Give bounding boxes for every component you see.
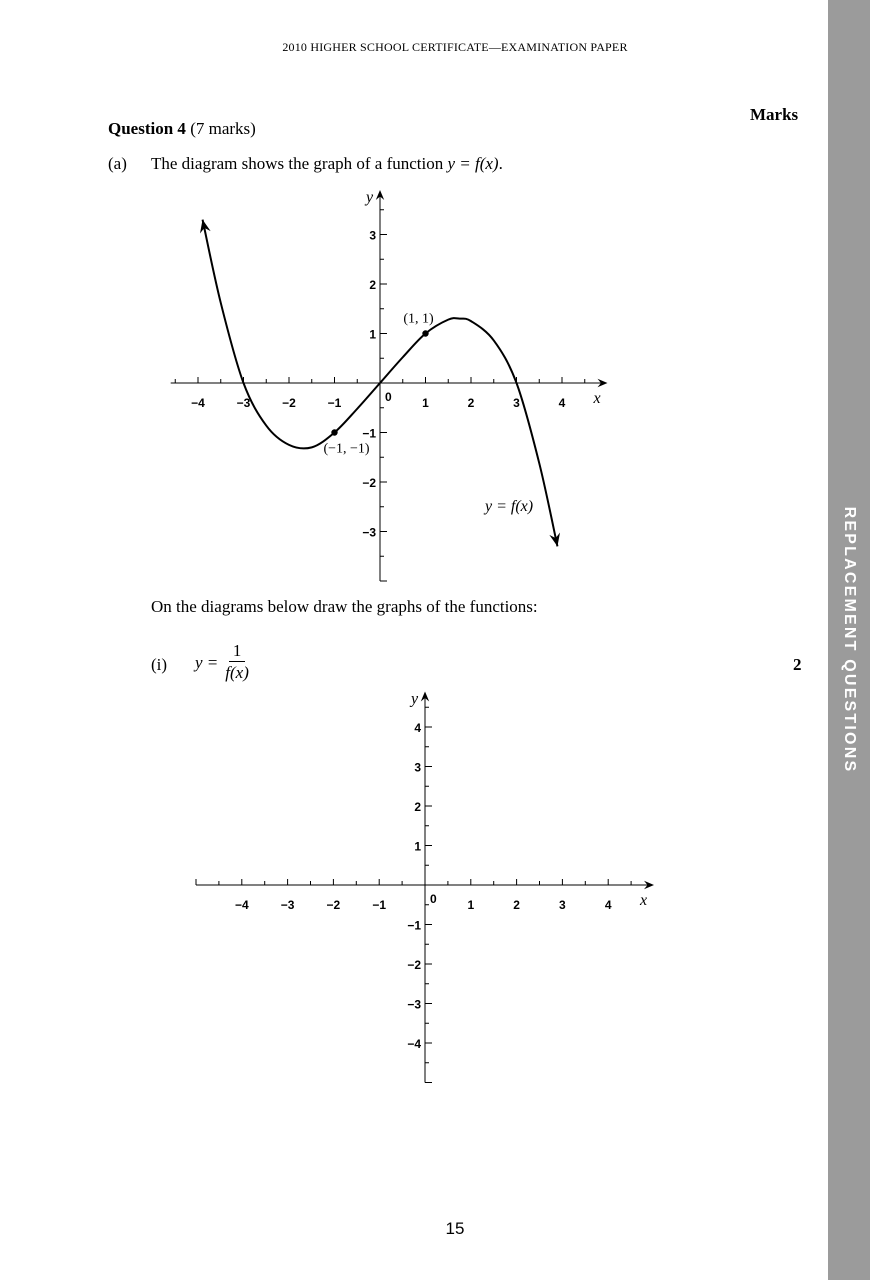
y-tick-label: 4: [414, 721, 421, 735]
y-tick-label: 1: [369, 327, 376, 342]
y-axis-label: y: [411, 690, 419, 708]
part-i-label: (i): [151, 655, 168, 674]
origin-label: 0: [430, 892, 437, 906]
y-tick-label: −2: [362, 476, 376, 490]
x-tick-label: 4: [604, 898, 612, 912]
x-tick-label: −4: [234, 898, 249, 912]
side-margin-label: REPLACEMENT QUESTIONS: [841, 506, 858, 774]
x-tick-label: 3: [513, 396, 520, 410]
x-tick-label: 4: [558, 396, 566, 410]
x-tick-label: 3: [559, 898, 566, 912]
page-number: 15: [445, 1219, 465, 1238]
formula-denominator: f(x): [225, 663, 249, 682]
formula-lhs: y =: [195, 652, 219, 672]
x-tick-label: −1: [327, 396, 342, 410]
y-tick-label: 3: [414, 760, 421, 775]
x-tick-label: 1: [422, 396, 429, 410]
part-a-label: (a): [108, 154, 127, 173]
x-tick-label: −3: [280, 898, 295, 912]
y-tick-label: −3: [407, 997, 421, 1012]
curve-label: y = f(x): [485, 498, 534, 515]
x-axis-label: x: [593, 390, 601, 407]
x-tick-label: −2: [326, 898, 341, 912]
y-axis-label: y: [366, 188, 374, 206]
x-tick-label: −1: [372, 898, 387, 912]
x-tick-label: −2: [282, 396, 296, 410]
y-tick-label: 2: [369, 278, 376, 292]
x-tick-label: 1: [467, 898, 475, 912]
x-tick-label: −4: [191, 396, 205, 410]
origin-label: 0: [385, 390, 392, 404]
part-a-text: The diagram shows the graph of a function: [151, 154, 448, 173]
point-label: (−1, −1): [323, 441, 370, 457]
part-a-period: .: [498, 154, 503, 173]
y-tick-label: −2: [407, 958, 421, 972]
y-tick-label: 1: [414, 839, 421, 854]
question-number: Question 4: [108, 119, 186, 138]
y-tick-label: −1: [407, 918, 421, 933]
question-marks: (7 marks): [185, 119, 256, 138]
x-axis-label: x: [640, 892, 648, 909]
point-label: (1, 1): [403, 311, 434, 327]
y-tick-label: 2: [414, 800, 421, 814]
instruction-text: On the diagrams below draw the graphs of the functions:: [151, 597, 538, 616]
x-tick-label: 2: [513, 898, 520, 912]
part-i-marks: 2: [793, 655, 802, 674]
y-tick-label: −4: [407, 1037, 421, 1051]
x-tick-label: 2: [467, 396, 475, 410]
formula-numerator: 1: [229, 641, 246, 662]
exam-header: 2010 HIGHER SCHOOL CERTIFICATE—EXAMINATION PAPER: [282, 40, 628, 54]
x-tick-label: −3: [236, 396, 251, 410]
y-tick-label: −1: [362, 426, 376, 441]
part-a-math: y = f(x): [447, 154, 499, 173]
y-tick-label: 3: [369, 228, 376, 243]
marks-column-heading: Marks: [750, 105, 799, 124]
y-tick-label: −3: [362, 525, 376, 540]
